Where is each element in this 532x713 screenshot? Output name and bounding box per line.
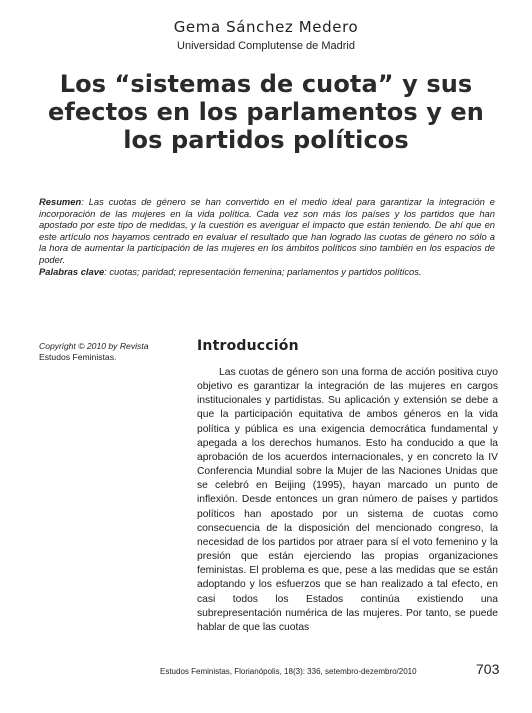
page-number: 703: [476, 661, 500, 677]
article-title: Los “sistemas de cuota” y sus efectos en los parlamentos y en los partidos políticos: [48, 70, 484, 154]
author-affiliation: Universidad Complutense de Madrid: [177, 40, 355, 52]
author-name: Gema Sánchez Medero: [173, 18, 359, 36]
copyright-note: [39, 341, 187, 362]
abstract-text: : Las cuotas de género se han convertido en el medio ideal para garantizar la integración e incorporación de las mujeres en la vida política. Cada vez son más los países y los partidos que han apostado por este tipo de medidas, y la cuestión es averiguar el impacto que están teniendo. De ahí que en este artículo nos hayamos centrado en evaluar el resultado que han logrado las cuotas de género no sólo a la hora de aumentar la participación de las mujeres en los ámbitos políticos sino también en los espacios de poder.: [39, 196, 495, 265]
body-paragraph: Las cuotas de género son una forma de acción positiva cuyo objetivo es garantizar la integración de las mujeres en cargos institucionales y partidistas. Su aplicación y extensión se debe a que la participación equitativa de ambos géneros en la vida política y pública es una exigencia democrática fundamental y apegada a los derechos humanos. Esto ha conducido a que la aprobación de los acuerdos internacionales, y en concreto la IV Conferencia Mundial sobre la Mujer de las Naciones Unidas que se celebró en Beijing (1995), hayan marcado un punto de inflexión. Desde entonces un gran número de países y partidos políticos han apostado por un sistema de cuotas como consecuencia de la disposición del mencionado congreso, la necesidad de los partidos por atraer para sí el voto femenino y la presión que están ejerciendo las propias organizaciones feministas. El problema es que, pese a las medidas que se están adoptando y los esfuerzos que se han realizado a tal efecto, en casi todos los Estados continúa existiendo una subrepresentación numérica de las mujeres. Por tanto, se puede hablar de que las cuotas: [197, 367, 498, 633]
journal-citation: Estudos Feministas, Florianópolis, 18(3): 336, setembro-dezembro/2010: [160, 667, 417, 676]
copyright-prefix: Copyright © 2010 by Revista: [39, 341, 149, 351]
copyright-suffix: Estudos Feministas.: [39, 351, 117, 362]
keywords-text: : cuotas; paridad; representación femenina; parlamentos y partidos políticos.: [104, 265, 422, 277]
abstract-label: Resumen: [39, 196, 82, 207]
abstract-block: [39, 196, 495, 277]
section-heading: Introducción: [197, 338, 299, 354]
keywords-label: Palabras clave: [39, 265, 105, 277]
